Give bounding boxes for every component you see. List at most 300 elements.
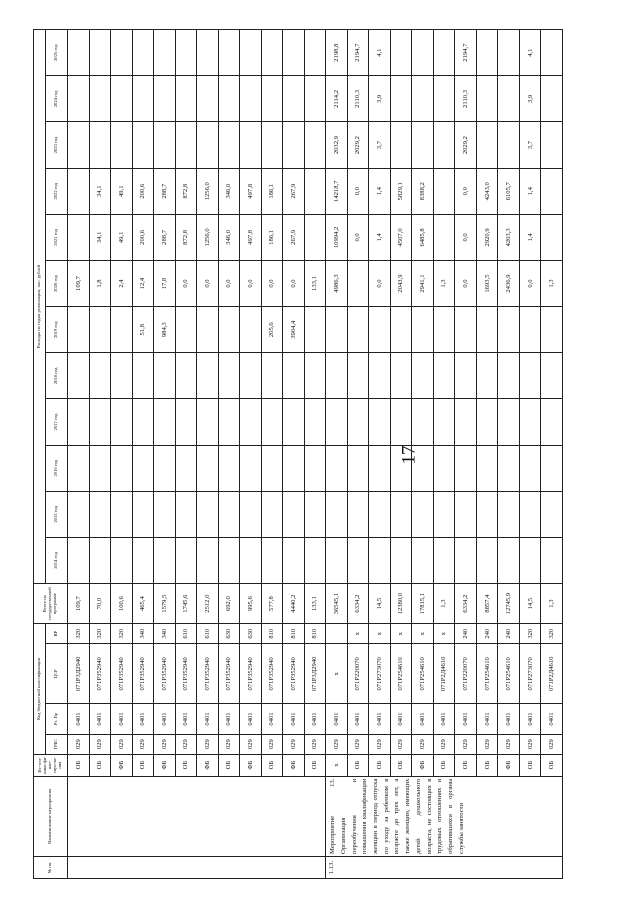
grbs-cell: 029 [369,734,391,754]
measure-number: 1.13. [326,856,563,878]
year-value-cell: 1,4 [519,168,541,214]
csr-cell: 071P352940 [283,644,305,704]
table-row [541,30,563,879]
year-value-cell: 2194,7 [347,30,369,76]
year-value-cell [261,445,283,491]
year-value-cell [541,445,563,491]
vr-cell: 610 [197,624,219,644]
year-value-cell [304,399,326,445]
year-value-cell [326,307,348,353]
year-value-cell: 4203,3 [498,214,520,260]
year-value-cell [89,445,111,491]
year-value-cell: 4,1 [369,30,391,76]
year-value-cell [433,537,455,583]
vr-cell: 630 [240,624,262,644]
year-value-cell [261,537,283,583]
year-value-cell [218,122,240,168]
year-value-cell [455,399,477,445]
year-value-cell [283,445,305,491]
year-value-cell [412,76,434,122]
year-value-cell: 2110,3 [455,76,477,122]
source-cell: ОБ [132,754,154,776]
source-cell: ФБ [283,754,305,776]
year-value-cell [68,445,90,491]
year-value-cell: 0,0 [261,260,283,306]
year-value-cell [68,214,90,260]
year-value-cell [197,537,219,583]
year-value-cell [369,399,391,445]
source-cell: ОБ [541,754,563,776]
total-cell: 70,0 [89,584,111,624]
year-value-cell [175,307,197,353]
year-value-cell [175,491,197,537]
header-grbs: ГРБС [46,734,68,754]
source-cell: ОБ [455,754,477,776]
year-value-cell: 2941,1 [412,260,434,306]
source-cell: ОБ [433,754,455,776]
table-row [261,30,283,879]
vr-cell: 340 [132,624,154,644]
total-cell: 14,5 [369,584,391,624]
year-value-cell [412,537,434,583]
year-value-cell: 497,8 [240,214,262,260]
year-value-cell: 133,1 [304,260,326,306]
header-year: 2017 год [46,399,68,445]
vr-cell: 630 [218,624,240,644]
year-value-cell: 0,0 [218,260,240,306]
year-value-cell [304,491,326,537]
grbs-cell: 029 [390,734,412,754]
year-value-cell [390,399,412,445]
year-value-cell: 2110,3 [347,76,369,122]
year-value-cell [347,260,369,306]
vr-cell: 320 [111,624,133,644]
source-cell: ФБ [154,754,176,776]
year-value-cell: 0,0 [347,214,369,260]
table-row [304,30,326,879]
year-value-cell: 6485,8 [412,214,434,260]
source-cell: ОБ [347,754,369,776]
year-value-cell [68,537,90,583]
year-value-cell [283,76,305,122]
csr-cell: 071P254610 [412,644,434,704]
header-no: № пп. [34,856,68,878]
year-value-cell: 3,7 [519,122,541,168]
table-row [218,30,240,879]
year-value-cell [390,307,412,353]
rzpr-cell: 0401 [175,704,197,734]
year-value-cell [347,399,369,445]
header-year: 2018 год [46,353,68,399]
vr-cell: 810 [261,624,283,644]
year-value-cell [412,30,434,76]
year-value-cell [132,353,154,399]
year-value-cell [498,445,520,491]
header-expenses-group: Расходы по годам реализации, тыс. рублей [34,30,46,584]
year-value-cell [154,491,176,537]
year-value-cell [390,30,412,76]
vr-cell: 320 [89,624,111,644]
year-value-cell: 200,6 [132,168,154,214]
year-value-cell: 34,1 [89,168,111,214]
total-cell: 4440,2 [283,584,305,624]
year-value-cell [175,399,197,445]
total-cell: 577,8 [261,584,283,624]
year-value-cell [304,122,326,168]
year-value-cell [89,491,111,537]
year-value-cell: 0,0 [455,214,477,260]
rzpr-cell: 0401 [154,704,176,734]
year-value-cell [240,307,262,353]
year-value-cell: 49,1 [111,214,133,260]
year-value-cell: 1693,5 [476,260,498,306]
table-row [498,30,520,879]
year-value-cell [541,30,563,76]
rzpr-cell: 0401 [476,704,498,734]
year-value-cell [68,307,90,353]
year-value-cell [369,353,391,399]
year-value-cell [390,537,412,583]
year-value-cell [433,399,455,445]
year-value-cell [218,30,240,76]
vr-cell: 320 [68,624,90,644]
csr-cell: 071P352940 [197,644,219,704]
header-rzpr: Рз, Пр [46,704,68,734]
year-value-cell [175,76,197,122]
year-value-cell [240,30,262,76]
year-value-cell [261,491,283,537]
year-value-cell [476,353,498,399]
year-value-cell [175,122,197,168]
year-value-cell [519,307,541,353]
year-value-cell: 0,0 [240,260,262,306]
year-value-cell [304,30,326,76]
year-value-cell [304,76,326,122]
year-value-cell [519,445,541,491]
rzpr-cell: 0401 [347,704,369,734]
source-cell: ОБ [519,754,541,776]
year-value-cell [304,537,326,583]
grbs-cell: 029 [283,734,305,754]
source-cell: ОБ [175,754,197,776]
year-value-cell [197,307,219,353]
total-cell: 2512,0 [197,584,219,624]
csr-cell: 071P352940 [175,644,197,704]
total-cell: 14,5 [519,584,541,624]
year-value-cell: 5829,1 [390,168,412,214]
csr-cell: х [326,644,348,704]
year-value-cell [412,353,434,399]
total-cell: 1579,5 [154,584,176,624]
year-value-cell [433,445,455,491]
vr-cell: 810 [304,624,326,644]
total-cell: 8857,4 [476,584,498,624]
year-value-cell [111,76,133,122]
year-value-cell [154,30,176,76]
rzpr-cell: 0401 [541,704,563,734]
rzpr-cell: 0401 [412,704,434,734]
year-value-cell [197,76,219,122]
year-value-cell [240,399,262,445]
year-value-cell: 267,9 [283,168,305,214]
year-value-cell [369,307,391,353]
year-value-cell [68,399,90,445]
year-value-cell [197,122,219,168]
header-year: 2014 год [46,537,68,583]
table-row [476,30,498,879]
year-value-cell [240,537,262,583]
year-value-cell [89,76,111,122]
rzpr-cell: 0401 [433,704,455,734]
rzpr-cell: 0401 [240,704,262,734]
year-value-cell [498,491,520,537]
year-value-cell: 2032,9 [326,122,348,168]
year-value-cell: 3,9 [369,76,391,122]
vr-cell: 320 [541,624,563,644]
year-value-cell [326,445,348,491]
source-cell: ФБ [498,754,520,776]
rzpr-cell: 0401 [519,704,541,734]
year-value-cell [154,537,176,583]
year-value-cell [175,445,197,491]
header-year: 2020 год [46,260,68,306]
year-value-cell [261,353,283,399]
csr-cell: 071P254610 [390,644,412,704]
year-value-cell [89,353,111,399]
header-year: 2024 год [46,76,68,122]
year-value-cell [111,399,133,445]
year-value-cell [326,353,348,399]
year-value-cell [154,353,176,399]
year-value-cell [519,353,541,399]
vr-cell: 240 [476,624,498,644]
source-cell: х [326,754,348,776]
year-value-cell [304,307,326,353]
year-value-cell [347,353,369,399]
vr-cell: х [390,624,412,644]
grbs-cell: 029 [541,734,563,754]
year-value-cell [304,214,326,260]
year-value-cell [218,307,240,353]
rzpr-cell: 0401 [261,704,283,734]
rzpr-cell: 0401 [68,704,90,734]
year-value-cell [68,168,90,214]
source-cell: ФБ [412,754,434,776]
year-value-cell [390,76,412,122]
year-value-cell: 109,7 [68,260,90,306]
grbs-cell: 029 [261,734,283,754]
year-value-cell: 0,0 [175,260,197,306]
csr-cell: 071P352940 [132,644,154,704]
year-value-cell: 4986,3 [326,260,348,306]
grbs-cell: 029 [498,734,520,754]
year-value-cell [175,353,197,399]
grbs-cell: 029 [89,734,111,754]
year-value-cell [68,122,90,168]
year-value-cell [412,445,434,491]
year-value-cell [326,399,348,445]
year-value-cell [519,537,541,583]
total-cell: 692,0 [218,584,240,624]
year-value-cell [111,122,133,168]
table-row [240,30,262,879]
year-value-cell: 0,0 [283,260,305,306]
year-value-cell [347,445,369,491]
year-value-cell: 0,0 [197,260,219,306]
year-value-cell [412,491,434,537]
total-cell: 1,3 [433,584,455,624]
grbs-cell: 029 [175,734,197,754]
year-value-cell [369,537,391,583]
header-name: Наименование мероприятия [34,776,68,856]
year-value-cell [390,353,412,399]
csr-cell: 071P352940 [261,644,283,704]
year-value-cell [433,491,455,537]
year-value-cell: 2920,9 [476,214,498,260]
year-value-cell [68,491,90,537]
csr-cell: 071P273070 [369,644,391,704]
year-value-cell [476,537,498,583]
rzpr-cell: 0401 [197,704,219,734]
vr-cell: 240 [498,624,520,644]
total-cell: 100,6 [111,584,133,624]
csr-cell: 071P220070 [347,644,369,704]
table-row [283,30,305,879]
header-year: 2022 год [46,168,68,214]
grbs-cell: 029 [326,734,348,754]
year-value-cell [541,537,563,583]
year-value-cell [218,491,240,537]
year-value-cell: 346,0 [218,168,240,214]
header-year: 2023 год [46,122,68,168]
year-value-cell: 346,0 [218,214,240,260]
year-value-cell [412,307,434,353]
year-value-cell [240,491,262,537]
header-year: 2025 год [46,30,68,76]
header-year: 2019 год [46,307,68,353]
header-budget-group: Код бюджетной классификации [34,624,46,754]
source-cell: ОБ [476,754,498,776]
vr-cell: х [347,624,369,644]
year-value-cell [240,445,262,491]
year-value-cell [197,30,219,76]
year-value-cell: 3,7 [369,122,391,168]
vr-cell: 610 [175,624,197,644]
year-value-cell [132,30,154,76]
year-value-cell: 288,7 [154,214,176,260]
table-row [455,30,477,879]
rzpr-cell: 0401 [89,704,111,734]
year-value-cell: 872,8 [175,214,197,260]
source-cell: ОБ [68,754,90,776]
year-value-cell: 288,7 [154,168,176,214]
source-cell: ОБ [390,754,412,776]
table-row [390,30,412,879]
vr-cell: 810 [283,624,305,644]
grbs-cell: 029 [347,734,369,754]
csr-cell: 071P352940 [154,644,176,704]
year-value-cell [476,399,498,445]
year-value-cell [498,307,520,353]
year-value-cell [111,537,133,583]
rzpr-cell: 0401 [498,704,520,734]
year-value-cell [218,399,240,445]
year-value-cell [261,76,283,122]
year-value-cell [541,307,563,353]
year-value-cell [347,491,369,537]
year-value-cell [132,76,154,122]
year-value-cell [433,353,455,399]
source-cell: ФБ [240,754,262,776]
year-value-cell: 6105,7 [498,168,520,214]
year-value-cell [347,537,369,583]
grbs-cell: 029 [132,734,154,754]
rotated-table-wrapper [33,29,563,879]
grbs-cell: 029 [304,734,326,754]
year-value-cell [261,399,283,445]
empty-no-cell [68,856,326,878]
total-cell: 12745,9 [498,584,520,624]
year-value-cell [89,122,111,168]
total-cell: 36545,1 [326,584,348,624]
year-value-cell [283,491,305,537]
year-value-cell [541,353,563,399]
year-value-cell: 1256,0 [197,168,219,214]
year-value-cell: 34,1 [89,214,111,260]
year-value-cell [455,445,477,491]
year-value-cell: 872,8 [175,168,197,214]
source-cell: ОБ [89,754,111,776]
year-value-cell [132,399,154,445]
csr-cell: 071P2Д4610 [433,644,455,704]
csr-cell: 071P3Д2940 [304,644,326,704]
grbs-cell: 029 [218,734,240,754]
year-value-cell: 0,0 [369,260,391,306]
year-value-cell [111,445,133,491]
csr-cell: 071P2Д4610 [541,644,563,704]
grbs-cell: 029 [476,734,498,754]
vr-cell: 340 [154,624,176,644]
year-value-cell [304,353,326,399]
year-value-cell [89,399,111,445]
year-value-cell [89,307,111,353]
year-value-cell [132,122,154,168]
grbs-cell: 029 [68,734,90,754]
year-value-cell [412,122,434,168]
year-value-cell: 1,3 [433,260,455,306]
vr-cell: 320 [519,624,541,644]
year-value-cell: 4243,0 [476,168,498,214]
year-value-cell [154,76,176,122]
grbs-cell: 029 [433,734,455,754]
source-cell: ОБ [218,754,240,776]
year-value-cell [498,122,520,168]
year-value-cell [433,168,455,214]
year-value-cell [218,537,240,583]
rzpr-cell: 0401 [390,704,412,734]
year-value-cell [519,491,541,537]
budget-table [33,29,563,879]
grbs-cell: 029 [197,734,219,754]
year-value-cell [476,76,498,122]
year-value-cell: 14218,7 [326,168,348,214]
year-value-cell [175,537,197,583]
year-value-cell [476,122,498,168]
year-value-cell [498,30,520,76]
year-value-cell [476,307,498,353]
year-value-cell [455,353,477,399]
table-row [347,30,369,879]
